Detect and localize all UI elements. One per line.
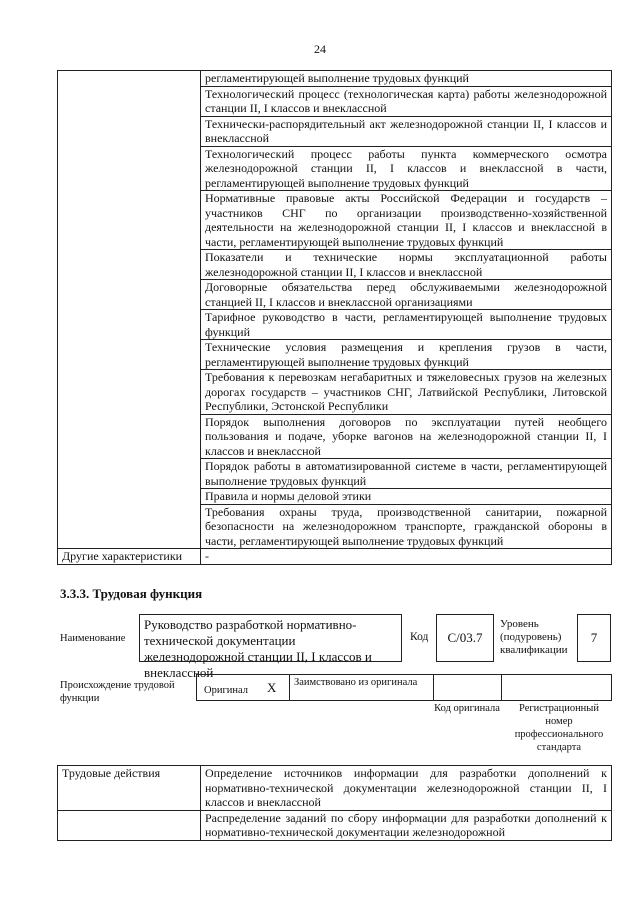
knowledge-item: Технически-распорядительный акт железнодорожной станции II, I классов и внеклассной (201, 116, 612, 146)
knowledge-item: Технологический процесс работы пункта коммерческого осмотра железнодорожной станции II, I классов и внеклассной в части, регламентирующей выполнение трудовых функций (201, 146, 612, 191)
knowledge-item: регламентирующей выполнение трудовых функций (201, 71, 612, 87)
divider (501, 675, 502, 700)
borrowed-label: Заимствовано из оригинала (294, 677, 418, 688)
name-box (139, 614, 402, 680)
knowledge-label-cell (58, 71, 201, 549)
original-label: Оригинал (204, 685, 248, 696)
knowledge-item: Нормативные правовые акты Российской Федерации и государств – участников СНГ по организации производственно-хозяйственной деятельности на железнодорожной станции II, I классов и внеклассной в части, регламентирующей выполнение трудовых функций (201, 191, 612, 250)
reg-number-caption: Регистрационный номер профессионального стандарта (514, 703, 604, 753)
origin-row (196, 674, 612, 701)
code-label: Код (410, 631, 429, 643)
knowledge-item: Порядок работы в автоматизированной системе в части, регламентирующей выполнение трудовых функций (201, 459, 612, 489)
other-characteristics-value: - (201, 549, 612, 565)
level-box (577, 614, 611, 662)
code-box (436, 614, 494, 662)
labor-actions-label: Трудовые действия (58, 766, 201, 811)
level-value: 7 (590, 630, 598, 645)
divider (433, 675, 434, 700)
knowledge-item: Тарифное руководство в части, регламентирующей выполнение трудовых функций (201, 310, 612, 340)
knowledge-item: Порядок выполнения договоров по эксплуатации путей необщего пользования и подаче, уборке вагонов на железнодорожной станции II, I классов и внеклассной (201, 414, 612, 459)
knowledge-table (57, 70, 612, 565)
knowledge-item: Правила и нормы деловой этики (201, 489, 612, 505)
labor-action-item: Распределение заданий по сбору информации для разработки дополнений к нормативно-технической документации железнодорожной (201, 810, 612, 840)
labor-actions-label-cell (58, 810, 201, 840)
labor-action-item: Определение источников информации для разработки дополнений к нормативно-технической документации железнодорожной станции II, I классов и внеклассной (201, 766, 612, 811)
function-name: Руководство разработкой нормативно-технической документации железнодорожной станции II, I классов и внеклассной (144, 617, 372, 680)
origin-label: Происхождение трудовой функции (60, 680, 175, 704)
knowledge-item: Показатели и технические нормы эксплуатационной работы железнодорожной станции II, I классов и внеклассной (201, 250, 612, 280)
section-title: 3.3.3. Трудовая функция (60, 586, 203, 601)
function-code: C/03.7 (447, 630, 483, 645)
code-original-caption: Код оригинала (434, 703, 500, 714)
name-label: Наименование (60, 633, 126, 644)
page-number: 24 (314, 42, 326, 56)
level-label: Уровень (подуровень) квалификации (500, 618, 568, 656)
labor-actions-table (57, 765, 612, 841)
original-mark: X (267, 680, 277, 695)
knowledge-item: Требования к перевозкам негабаритных и тяжеловесных грузов на железных дорогах государств – участников СНГ, Латвийской Республики, Литовской Республики, Эстонской Республики (201, 370, 612, 415)
divider (289, 675, 290, 700)
knowledge-item: Технические условия размещения и крепления грузов в части, регламентирующей выполнение трудовых функций (201, 340, 612, 370)
other-characteristics-label: Другие характеристики (58, 549, 201, 565)
knowledge-item: Технологический процесс (технологическая карта) работы железнодорожной станции II, I классов и внеклассной (201, 86, 612, 116)
knowledge-item: Требования охраны труда, производственной санитарии, пожарной безопасности на железнодорожном транспорте, гражданской обороны в части, регламентирующей выполнение трудовых функций (201, 504, 612, 549)
knowledge-item: Договорные обязательства перед обслуживаемыми железнодорожной станцией II, I классов и внеклассной организациями (201, 280, 612, 310)
